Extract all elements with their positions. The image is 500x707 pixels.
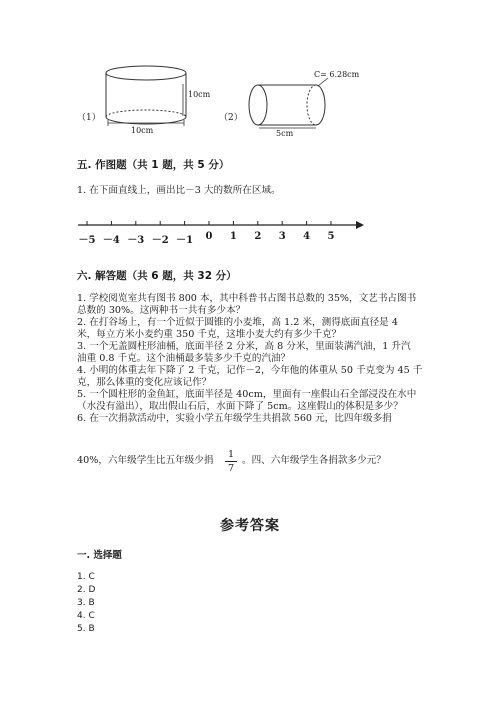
question-line: 油重 0.8 千克。这个油桶最多装多少千克的汽油？ (77, 353, 291, 364)
figure-1-label: （1） (77, 113, 101, 123)
tick-label: －4 (102, 235, 120, 246)
tick-label: －2 (151, 235, 169, 246)
answers-subtitle: 一. 选择题 (77, 550, 122, 561)
question-line: 4. 小明的体重去年下降了 2 千克，记作－2，今年他的体重从 50 千克变为 45 千 (77, 365, 423, 376)
fraction-numerator: 1 (227, 449, 235, 460)
figure-1-height: 10cm (188, 90, 211, 99)
tick-label: 1 (229, 231, 237, 242)
figure-2-length: 5cm (276, 129, 294, 138)
question-line: 克，那么体重的变化应该记作？ (77, 377, 212, 388)
question-line: 3. 一个无盖圆柱形油桶，底面半径 2 分米，高 8 分米，里面装满汽油，1 升汽 (77, 341, 411, 352)
question-6-continuation (77, 455, 213, 467)
question-line: 5. 一个圆柱形的金鱼缸，底面半径是 40cm，里面有一座假山石全部浸没在水中 (77, 389, 417, 400)
fraction-denominator: 7 (227, 463, 235, 474)
section-5-question-1: 1. 在下面直线上，画出比－3 大的数所在区域。 (77, 185, 281, 196)
tick-label: －1 (176, 235, 194, 246)
fraction-one-seventh (225, 449, 237, 474)
q6-text-before: 40%，六年级学生比五年级少捐 (77, 455, 214, 466)
section-6-title: 六. 解答题（共 6 题，共 32 分） (77, 270, 237, 282)
number-line (0, 0, 500, 260)
figure-2-circumference: C= 6.28cm (314, 70, 360, 79)
answer-item: 4. C (77, 611, 95, 621)
figure-2-label: （2） (219, 113, 243, 123)
answer-item: 5. B (77, 624, 95, 634)
section-5-title: 五. 作图题（共 1 题，共 5 分） (77, 159, 230, 171)
figure-1-width: 10cm (131, 126, 154, 135)
answers-list (77, 572, 95, 637)
tick-label: 5 (327, 231, 335, 242)
answer-item: 2. D (77, 585, 96, 595)
tick-label: 2 (254, 231, 262, 242)
question-line: 1. 学校阅览室共有图书 800 本，其中科普书占图书总数的 35%，文艺书占图书 (77, 293, 417, 304)
q6-text-after: 。四、六年级学生各捐款多少元？ (242, 455, 386, 466)
tick-label: 0 (205, 231, 213, 242)
section-6-questions (77, 293, 422, 425)
answers-title: 参考答案 (220, 518, 280, 534)
question-line: 米，每立方米小麦约重 350 千克，这堆小麦大约有多少千克？ (77, 329, 342, 340)
question-line: （水没有溢出），取出假山石后，水面下降了 5cm。这座假山的体积是多少？ (77, 401, 403, 412)
answer-item: 1. C (77, 572, 95, 582)
question-line: 总数的 30%。这两种书一共有多少本？ (77, 305, 246, 316)
question-line: 6. 在一次捐款活动中，实验小学五年级学生共捐款 560 元，比四年级多捐 (77, 413, 392, 424)
question-line: 2. 在打谷场上，有一个近似于圆锥的小麦堆，高 1.2 米，测得底面直径是 4 (77, 317, 398, 328)
tick-label: 4 (303, 231, 311, 242)
answer-item: 3. B (77, 598, 95, 608)
tick-label: 3 (278, 231, 286, 242)
tick-label: －3 (127, 235, 145, 246)
tick-label: －5 (78, 235, 96, 246)
